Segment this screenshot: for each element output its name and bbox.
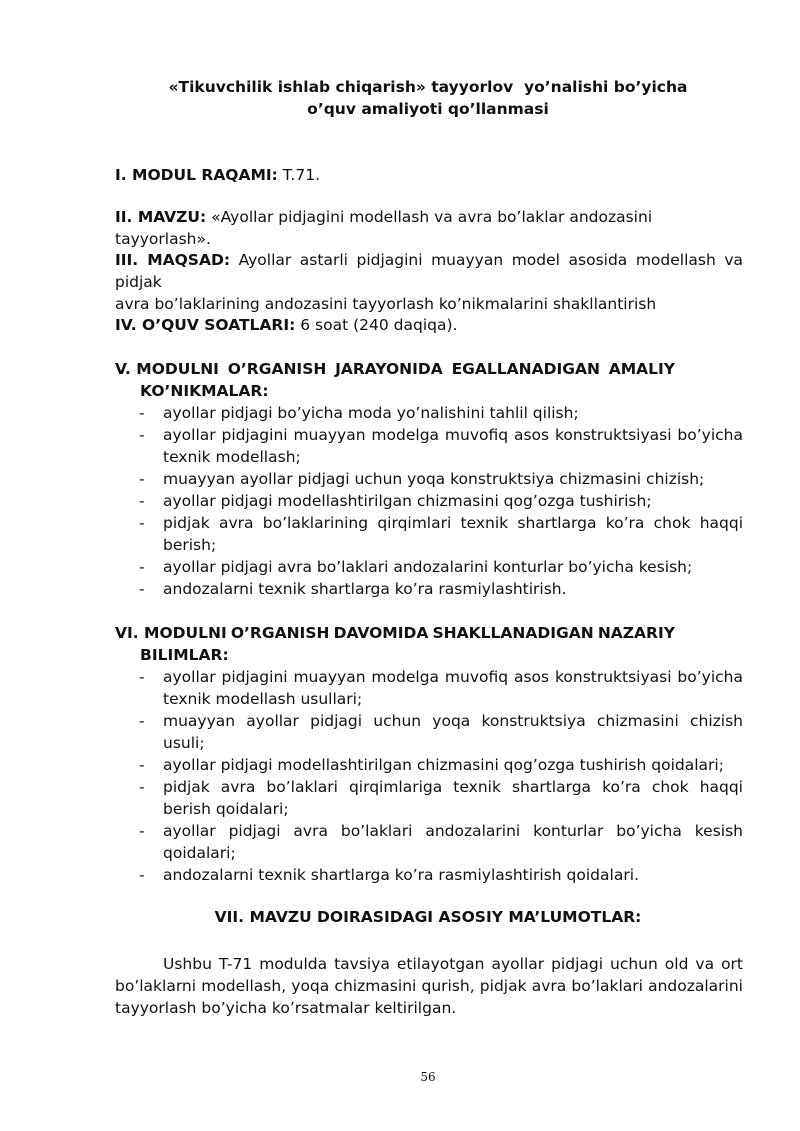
section-heading-continued: KO’NIKMALAR:: [140, 382, 269, 400]
section-label: III. MAQSAD:: [115, 251, 231, 269]
section-label: I. MODUL RAQAMI:: [115, 166, 278, 184]
section-module-number: [115, 164, 743, 186]
list-item: - ayollar pidjagi avra bo’laklari andozalarini konturlar bo’yicha kesish qoidalari;: [139, 822, 743, 862]
list-item: - ayollar pidjagi avra bo’laklari andozalarini konturlar bo’yicha kesish;: [139, 558, 693, 576]
section-text: Ayollar astarli pidjagini muayyan model asosida modellash va pidjak: [115, 251, 744, 291]
list-item: - andozalarni texnik shartlarga ko’ra rasmiylashtirish qoidalari.: [139, 866, 639, 884]
title-line-1: «Tikuvchilik ishlab chiqarish» tayyorlov yo’nalishi bo’yicha: [168, 78, 688, 96]
section-hours: [115, 314, 743, 336]
list-item: - ayollar pidjagini muayyan modelga muvofiq asos konstruktsiyasi bo’yicha texnik modellash usullari;: [139, 668, 743, 708]
goal-line-1: [115, 249, 743, 293]
list-item: - muayyan ayollar pidjagi uchun yoqa konstruktsiya chizmasini chizish usuli;: [139, 712, 743, 752]
document-title: [100, 76, 756, 120]
body-paragraph: Ushbu T-71 modulda tavsiya etilayotgan ayollar pidjagi uchun old va ort bo’laklarni modellash, yoqa chizmasini qurish, pidjak avra bo’laklari andozalarini tayyorlash bo’yicha ko’rsatmalar keltirilgan.: [115, 955, 743, 1017]
list-item: - pidjak avra bo’laklari qirqimlariga texnik shartlarga ko’ra chok haqqi berish qoidalari;: [139, 778, 743, 818]
section-heading: VI. MODULNI O’RGANISH DAVOMIDA SHAKLLANADIGAN NAZARIY: [115, 624, 675, 642]
section-text: «Ayollar pidjagini modellash va avra bo’laklar andozasini tayyorlash».: [115, 208, 653, 248]
page-number: 56: [420, 1070, 436, 1084]
section-label: IV. O’QUV SOATLARI:: [115, 316, 296, 334]
section-text: T.71.: [277, 166, 321, 184]
list-item: - andozalarni texnik shartlarga ko’ra rasmiylashtirish.: [139, 580, 567, 598]
section-heading: V. MODULNI O’RGANISH JARAYONIDA EGALLANADIGAN AMALIY: [115, 360, 675, 378]
title-line-2: o’quv amaliyoti qo’llanmasi: [307, 100, 549, 118]
section-knowledge: [115, 622, 743, 886]
list-item: - ayollar pidjagini muayyan modelga muvofiq asos konstruktsiyasi bo’yicha texnik modellash;: [139, 426, 743, 466]
section-heading-continued: BILIMLAR:: [140, 646, 229, 664]
section-text: 6 soat (240 daqiqa).: [295, 316, 458, 334]
list-item: - pidjak avra bo’laklarining qirqimlari texnik shartlarga ko’ra chok haqqi berish;: [139, 514, 743, 554]
knowledge-list: [115, 666, 743, 886]
section-goal: [115, 249, 743, 315]
list-item: - ayollar pidjagi modellashtirilgan chizmasini qog’ozga tushirish qoidalari;: [139, 756, 724, 774]
section-skills: [115, 358, 743, 600]
goal-line-2: avra bo’laklarining andozasini tayyorlash ko’nikmalarini shakllantirish: [115, 295, 657, 313]
list-item: - ayollar pidjagi bo’yicha moda yo’nalishini tahlil qilish;: [139, 404, 579, 422]
skills-list: [115, 402, 743, 600]
list-item: - muayyan ayollar pidjagi uchun yoqa konstruktsiya chizmasini chizish;: [139, 470, 705, 488]
section-topic: [115, 206, 743, 250]
section-heading: VII. MAVZU DOIRASIDAGI ASOSIY MA’LUMOTLAR:: [214, 908, 642, 926]
section-label: II. MAVZU:: [115, 208, 207, 226]
list-item: - ayollar pidjagi modellashtirilgan chizmasini qog’ozga tushirish;: [139, 492, 652, 510]
